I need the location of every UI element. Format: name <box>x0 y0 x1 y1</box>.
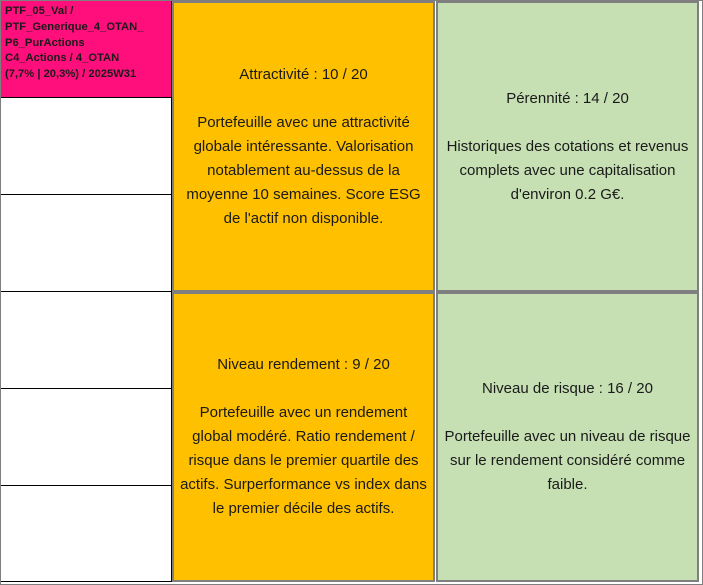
rendement-description: Portefeuille avec un rendement global modéré. Ratio rendement / risque dans le premier quartile des actifs. Surperformance vs index dans le premier décile des actifs. <box>180 404 427 517</box>
empty-cell[interactable] <box>1 486 172 582</box>
empty-cell[interactable] <box>1 292 172 389</box>
rendement-panel[interactable] <box>172 292 435 582</box>
attractivite-description: Portefeuille avec une attractivité globale intéressante. Valorisation notablement au-dessus de la moyenne 10 semaines. Score ESG de l'actif non disponible. <box>186 113 421 227</box>
empty-cell[interactable] <box>1 98 172 195</box>
risque-panel[interactable] <box>436 292 699 582</box>
perennite-title: Pérennité : 14 / 20 <box>506 89 629 107</box>
empty-cell[interactable] <box>1 195 172 292</box>
perennite-description: Historiques des cotations et revenus complets avec une capitalisation d'environ 0.2 G€. <box>446 137 689 203</box>
attractivite-title: Attractivité : 10 / 20 <box>239 65 368 83</box>
attractivite-panel[interactable] <box>172 1 435 292</box>
empty-cell[interactable] <box>1 389 172 486</box>
risque-description: Portefeuille avec un niveau de risque sur le rendement considéré comme faible. <box>444 428 691 493</box>
perennite-panel[interactable] <box>436 1 699 292</box>
rendement-title: Niveau rendement : 9 / 20 <box>217 356 390 373</box>
portfolio-header-cell[interactable]: PTF_05_Val / PTF_Generique_4_OTAN_ P6_PurActions C4_Actions / 4_OTAN (7,7% | 20,3%) / 2025W31 <box>1 1 172 98</box>
risque-title: Niveau de risque : 16 / 20 <box>482 380 653 397</box>
